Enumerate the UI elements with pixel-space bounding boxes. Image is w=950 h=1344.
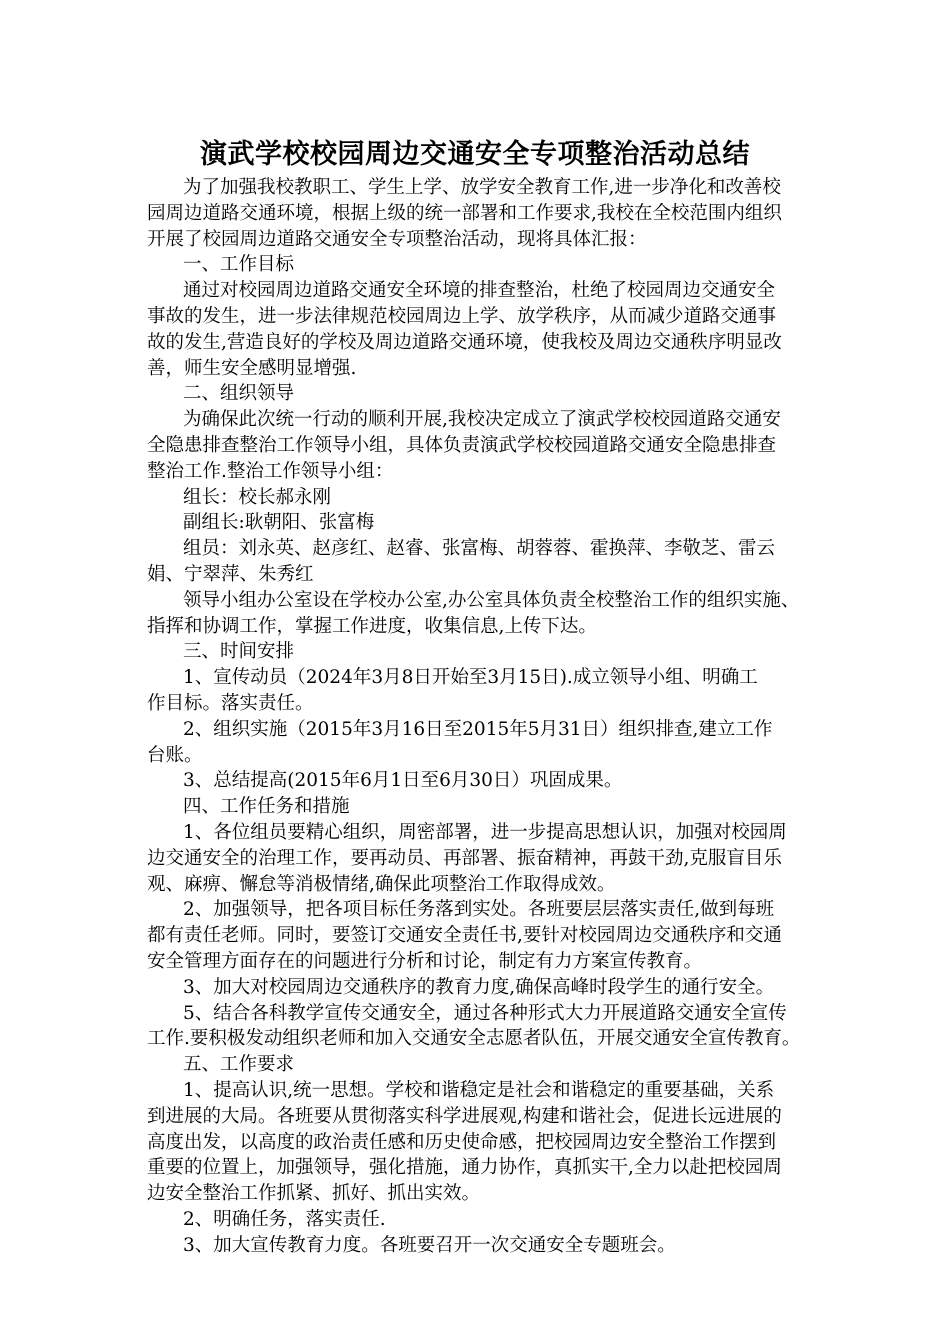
text-line: 园周边道路交通环境，根据上级的统一部署和工作要求,我校在全校范围内组织 (147, 202, 782, 224)
text-line: 组员：刘永英、赵彦红、赵睿、张富梅、胡蓉蓉、霍换萍、李敬芝、雷云 (183, 538, 776, 560)
text-line: 通过对校园周边道路交通安全环境的排查整治，杜绝了校园周边交通安全 (183, 280, 776, 302)
text-line: 5、结合各科教学宣传交通安全，通过各种形式大力开展道路交通安全宣传 (183, 1002, 787, 1024)
text-line: 组长：校长郝永刚 (183, 486, 332, 508)
text-line: 台账。 (147, 744, 203, 766)
text-line: 四、工作任务和措施 (183, 796, 350, 818)
text-line: 1、提高认识,统一思想。学校和谐稳定是社会和谐稳定的重要基础，关系 (183, 1080, 775, 1101)
text-line: 开展了校园周边道路交通安全专项整治活动，现将具体汇报： (147, 228, 647, 250)
text-line: 作目标。落实责任。 (147, 693, 314, 714)
text-line: 善，师生安全感明显增强. (147, 357, 357, 379)
text-line: 五、工作要求 (183, 1054, 295, 1076)
text-line: 3、加大对校园周边交通秩序的教育力度,确保高峰时段学生的通行安全。 (183, 976, 775, 998)
text-line: 边交通安全的治理工作，要再动员、再部署、振奋精神，再鼓干劲,克服盲目乐 (147, 847, 782, 869)
text-line: 都有责任老师。同时，要签订交通安全责任书,要针对校园周边交通秩序和交通 (147, 925, 782, 947)
document-title: 演武学校校园周边交通安全专项整治活动总结 (200, 139, 750, 170)
text-line: 到进展的大局。各班要从贯彻落实科学进展观,构建和谐社会，促进长远进展的 (147, 1105, 782, 1127)
text-line: 工作.要积极发动组织老师和加入交通安全志愿者队伍，开展交通安全宣传教育。 (147, 1028, 801, 1050)
text-line: 重要的位置上，加强领导，强化措施，通力协作，真抓实干,全力以赴把校园周 (147, 1157, 782, 1179)
text-line: 为确保此次统一行动的顺利开展,我校决定成立了演武学校校园道路交通安 (183, 409, 781, 431)
text-line: 安全管理方面存在的问题进行分析和讨论，制定有力方案宣传教育。 (147, 951, 703, 972)
text-line: 3、总结提高(2015年6月1日至6月30日）巩固成果。 (183, 770, 623, 792)
text-line: 整治工作.整治工作领导小组： (147, 460, 394, 482)
text-line: 3、加大宣传教育力度。各班要召开一次交通安全专题班会。 (183, 1234, 676, 1256)
text-line: 1、各位组员要精心组织，周密部署，进一步提高思想认识，加强对校园周 (183, 822, 787, 843)
text-line: 副组长:耿朝阳、张富梅 (183, 512, 375, 534)
text-line: 领导小组办公室设在学校办公室,办公室具体负责全校整治工作的组织实施、 (183, 589, 800, 611)
text-line: 为了加强我校教职工、学生上学、放学安全教育工作,进一步净化和改善校 (183, 177, 781, 198)
text-line: 指挥和协调工作，掌握工作进度，收集信息,上传下达。 (147, 615, 597, 637)
text-line: 一、工作目标 (183, 254, 295, 276)
text-line: 观、麻痹、懈怠等消极情绪,确保此项整治工作取得成效。 (147, 873, 616, 895)
text-line: 高度出发，以高度的政治责任感和历史使命感，把校园周边安全整治工作摆到 (147, 1131, 777, 1153)
text-line: 事故的发生，进一步法律规范校园周边上学、放学秩序，从而减少道路交通事 (147, 306, 777, 327)
text-line: 故的发生,营造良好的学校及周边道路交通环境，使我校及周边交通秩序明显改 (147, 331, 782, 353)
text-line: 全隐患排查整治工作领导小组，具体负责演武学校校园道路交通安全隐患排查 (147, 435, 777, 456)
text-line: 二、组织领导 (183, 383, 295, 405)
text-line: 边安全整治工作抓紧、抓好、抓出实效。 (147, 1183, 481, 1205)
text-line: 2、明确任务，落实责任. (183, 1209, 386, 1230)
text-line: 1、宣传动员（2024年3月8日开始至3月15日).成立领导小组、明确工 (183, 667, 758, 689)
text-line: 娟、宁翠萍、朱秀红 (147, 564, 314, 585)
text-line: 2、组织实施（2015年3月16日至2015年5月31日）组织排查,建立工作 (183, 718, 773, 740)
text-line: 2、加强领导，把各项目标任务落到实处。各班要层层落实责任,做到每班 (183, 899, 775, 921)
text-line: 三、时间安排 (183, 641, 295, 663)
